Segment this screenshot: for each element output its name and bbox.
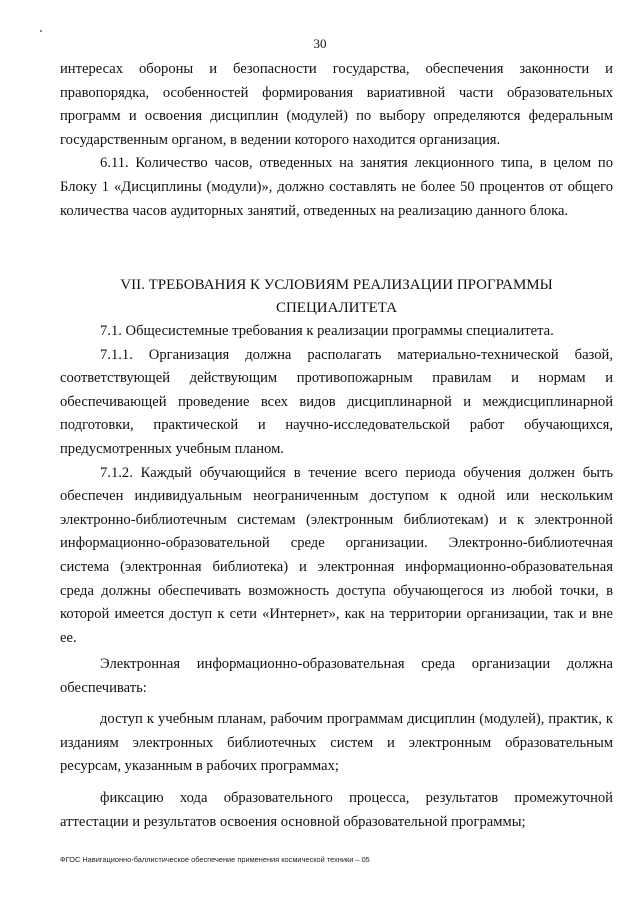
text-block-main [60, 320, 613, 650]
paragraph-access: доступ к учебным планам, рабочим программам дисциплин (модулей), практик, к изданиям электронных библиотечных систем и электронным образовательным ресурсам, указанным в рабочих программах; [60, 711, 613, 775]
section-heading [60, 274, 613, 320]
paragraph-7-1-2: 7.1.2. Каждый обучающийся в течение всего периода обучения должен быть обеспечен индивидуальным неограниченным доступом к одной или нескольким электронно-библиотечным системам (электронным библиотекам) и к электронной информационно-образовательной среде организации. Электронно-библиотечная система (электронная библиотека) и электронная информационно-образовательная среда должны обеспечивать возможность доступа обучающегося из любой точки, в которой имеется доступ к сети «Интернет», как на территории организации, так и вне ее. [60, 464, 613, 646]
section-heading-line-1: VII. ТРЕБОВАНИЯ К УСЛОВИЯМ РЕАЛИЗАЦИИ ПРОГРАММЫ [120, 277, 553, 293]
paragraph-7-1-1: 7.1.1. Организация должна располагать материально-технической базой, соответствующей действующим противопожарным правилам и нормам и обеспечивающей проведение всех видов дисциплинарной и междисциплинарной подготовки, практической и научно-исследовательской работ обучающихся, предусмотренных учебным планом. [60, 346, 613, 457]
page-number: 30 [313, 36, 327, 51]
paragraph-7-1: 7.1. Общесистемные требования к реализации программы специалитета. [100, 323, 554, 339]
scan-speck [40, 30, 42, 32]
paragraph-eios: Электронная информационно-образовательная среда организации должна обеспечивать: [60, 656, 613, 696]
section-heading-line-2: СПЕЦИАЛИТЕТА [275, 300, 398, 316]
paragraph-6-11: 6.11. Количество часов, отведенных на занятия лекционного типа, в целом по Блоку 1 «Дисциплины (модули)», должно составлять не более 50 процентов от общего количества часов аудиторных занятий, отведенных на реализацию данного блока. [60, 155, 613, 219]
footer-note: ФГОС Навигационно-баллистическое обеспечение применения космической техники – 05 [60, 855, 370, 864]
text-block-top [60, 58, 613, 223]
paragraph-continuation: интересах обороны и безопасности государства, обеспечения законности и правопорядка, особенностей формирования вариативной части образовательных программ и освоения дисциплин (модулей) по выбору определяются федеральным государственным органом, в ведении которого находится организация. [60, 61, 613, 148]
paragraph-fixation: фиксацию хода образовательного процесса, результатов промежуточной аттестации и результатов освоения основной образовательной программы; [60, 789, 613, 830]
text-block-bottom [60, 653, 613, 834]
